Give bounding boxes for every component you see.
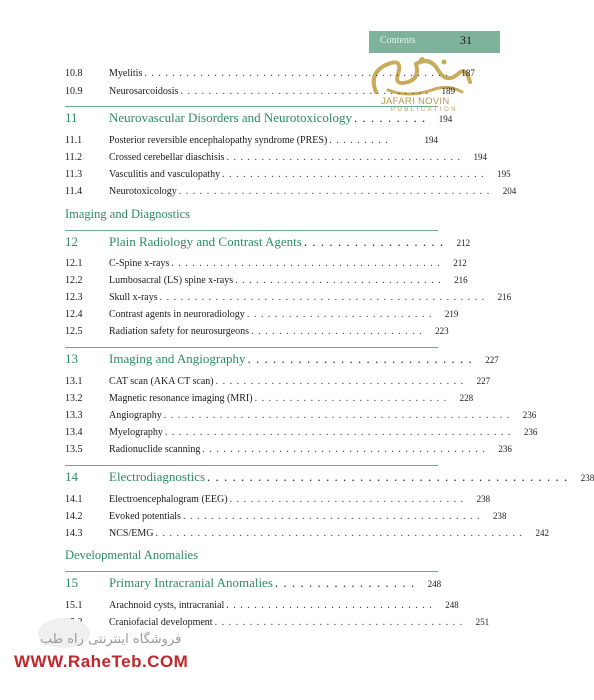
entry-title: CAT scan (AKA CT scan) (109, 376, 214, 387)
leader-dots: . . . . . . . . . . . . . . . . . . . . . . . . . . . . . . . . . . . . . . . . . . . . (144, 68, 449, 79)
toc-entry[interactable] (65, 376, 491, 392)
entry-page: 194 (473, 152, 488, 162)
entry-number: 14.3 (65, 528, 83, 539)
leader-dots: . . . . . . . . . . . . . . . . . . . . . . . . . . . (247, 351, 473, 366)
section-heading: Developmental Anomalies (65, 548, 198, 562)
entry-page: 242 (535, 528, 549, 538)
entry-page: 195 (497, 169, 511, 179)
entry-title: Myelitis (109, 68, 143, 79)
leader-dots: . . . . . . . . . . . . . . . . . . . . . . . . . . . . . . . . . . (229, 494, 465, 505)
entry-title: Radiation safety for neurosurgeons (109, 326, 250, 337)
watermark-url: WWW.RaheTeb.COM (14, 652, 189, 671)
chapter-page: 238 (580, 473, 594, 483)
entry-number: 10.9 (65, 86, 83, 97)
entry-page: 238 (476, 494, 491, 504)
toc-chapter[interactable] (65, 234, 471, 250)
toc-entry[interactable] (65, 427, 538, 443)
entry-title: Neurosarcoidosis (109, 86, 179, 97)
leader-dots: . . . . . . . . . . . . . . . . . (274, 575, 416, 590)
chapter-number: 13 (65, 351, 78, 366)
entry-title: Angiography (109, 410, 162, 421)
chapter-title: Neurovascular Disorders and Neurotoxicology (109, 110, 352, 125)
publisher-subtitle: PUBLICATION (391, 107, 459, 113)
entry-title: Craniofacial development (109, 617, 213, 628)
toc-entry[interactable] (65, 528, 549, 544)
leader-dots: . . . . . . . . . . . . . . . . . . . . . . . . . . . . . . . . . . (226, 152, 462, 163)
toc-chapter[interactable] (65, 575, 442, 591)
leader-dots: . . . . . . . . . (329, 135, 389, 146)
entry-number: 13.3 (65, 410, 83, 421)
entry-number: 12.5 (65, 326, 83, 337)
toc-entry[interactable] (65, 68, 475, 84)
entry-page: 189 (441, 86, 455, 96)
leader-dots: . . . . . . . . . . . . . . . . . . . . . . . . . . . . . . . . . . . . . . . . . . . (207, 469, 569, 484)
toc-entry[interactable] (65, 326, 449, 342)
entry-page: 236 (498, 444, 512, 454)
entry-title: C-Spine x-rays (109, 258, 170, 269)
chapter-page: 194 (438, 114, 453, 124)
entry-number: 13.4 (65, 427, 83, 438)
entry-number: 14.2 (65, 511, 83, 522)
entry-title: Lumbosacral (LS) spine x-rays (109, 275, 234, 286)
section-heading: Imaging and Diagnostics (65, 207, 190, 221)
entry-page: 251 (475, 617, 490, 627)
chapter-divider (65, 230, 438, 231)
toc-entry[interactable] (65, 494, 491, 510)
entry-title: NCS/EMG (109, 528, 154, 539)
toc-chapter[interactable] (65, 110, 453, 126)
chapter-title: Primary Intracranial Anomalies (109, 575, 273, 590)
chapter-title: Imaging and Angiography (109, 351, 246, 366)
entry-number: 13.2 (65, 393, 83, 404)
entry-title: Posterior reversible encephalopathy syndrome (PRES) (109, 135, 328, 146)
toc-entry[interactable] (65, 309, 459, 325)
chapter-title: Electrodiagnostics (109, 469, 206, 484)
entry-number: 13.5 (65, 444, 83, 455)
entry-title: Myelography (109, 427, 163, 438)
entry-page: 227 (476, 376, 491, 386)
entry-title: Evoked potentials (109, 511, 181, 522)
entry-number: 12.3 (65, 292, 83, 303)
leader-dots: . . . . . . . . . . . . . . . . . . . . . . . . . . . . . . . . . . . . (214, 617, 464, 628)
toc-entry[interactable] (65, 169, 511, 185)
watermark-arabic-text: فروشگاه اینترنتی راه طب (40, 632, 182, 647)
entry-page: 204 (502, 186, 517, 196)
chapter-divider (65, 106, 438, 107)
toc-entry[interactable] (65, 135, 438, 151)
chapter-divider (65, 347, 438, 348)
entry-page: 187 (461, 68, 475, 78)
leader-dots: . . . . . . . . . . . . . . . . . . . . . . . . . . . . . . . . . . . . . . . (171, 258, 441, 269)
leader-dots: . . . . . . . . . . . . . . . . . . . . . . . . . . . . . . . . . . . . (180, 86, 429, 97)
entry-number: 12.2 (65, 275, 83, 286)
entry-page: 223 (435, 326, 449, 336)
chapter-page: 212 (456, 238, 471, 248)
leader-dots: . . . . . . . . . (353, 110, 427, 125)
leader-dots: . . . . . . . . . . . . . . . . . . . . . . . . . . . . . . . . . . . . . . . . . . . (182, 511, 481, 522)
chapter-page: 248 (427, 579, 442, 589)
toc-entry[interactable] (65, 275, 468, 291)
entry-number: 11.3 (65, 169, 83, 180)
entry-number: 10.8 (65, 68, 83, 79)
entry-page: 248 (445, 600, 459, 610)
entry-number: 12.4 (65, 309, 83, 320)
entry-page: 219 (444, 309, 459, 319)
toc-entry[interactable] (65, 511, 507, 527)
toc-entry[interactable] (65, 186, 517, 202)
chapter-page: 227 (485, 355, 499, 365)
toc-entry[interactable] (65, 444, 512, 460)
chapter-number: 12 (65, 234, 78, 249)
toc-chapter[interactable] (65, 469, 594, 485)
entry-title: Neurotoxicology (109, 186, 177, 197)
chapter-divider (65, 571, 438, 572)
entry-page: 228 (459, 393, 474, 403)
entry-number: 12.1 (65, 258, 83, 269)
leader-dots: . . . . . . . . . . . . . . . . . (303, 234, 445, 249)
chapter-number: 11 (65, 110, 78, 125)
toc-entry[interactable] (65, 152, 488, 168)
entry-title: Vasculitis and vasculopathy (109, 169, 221, 180)
leader-dots: . . . . . . . . . . . . . . . . . . . . . . . . . . . . (254, 393, 448, 404)
leader-dots: . . . . . . . . . . . . . . . . . . . . . . . . . . . (246, 309, 433, 320)
entry-number: 15.1 (65, 600, 83, 611)
leader-dots: . . . . . . . . . . . . . . . . . . . . . . . . . . . . . . . . . . . . . . . . . (202, 444, 486, 455)
entry-page: 236 (523, 427, 538, 437)
toc-entry[interactable] (65, 258, 467, 274)
leader-dots: . . . . . . . . . . . . . . . . . . . . . . . . . . . . . . . . . . . . . . (222, 169, 485, 180)
toc-entry[interactable] (65, 617, 490, 633)
entry-number: 11.2 (65, 152, 83, 163)
leader-dots: . . . . . . . . . . . . . . . . . . . . . . . . . . . . . . (235, 275, 442, 286)
publisher-name: JAFARI NOVIN (381, 96, 450, 107)
entry-title: Radionuclide scanning (109, 444, 201, 455)
chapter-number: 14 (65, 469, 78, 484)
leader-dots: . . . . . . . . . . . . . . . . . . . . . . . . . . . . . . . . . . . . . . . . . . . . . . . . . . . . . (155, 528, 523, 539)
leader-dots: . . . . . . . . . . . . . . . . . . . . . . . . . . . . . . . . . . . . . . . . . . . . . . . (159, 292, 486, 303)
entry-number: 14.1 (65, 494, 83, 505)
leader-dots: . . . . . . . . . . . . . . . . . . . . . . . . . . . . . . . . . . . . . . . . . . . . . . . . . . (164, 427, 512, 438)
chapter-number: 15 (65, 575, 78, 590)
entry-page: 194 (424, 135, 438, 145)
leader-dots: . . . . . . . . . . . . . . . . . . . . . . . . . . . . . . . . . . . . . . . . . . . . . (178, 186, 491, 197)
entry-title: Contrast agents in neuroradiology (109, 309, 245, 320)
toc-entry[interactable] (65, 600, 459, 616)
entry-page: 216 (454, 275, 468, 285)
entry-page: 238 (492, 511, 507, 521)
leader-dots: . . . . . . . . . . . . . . . . . . . . . . . . . . . . . . (226, 600, 433, 611)
entry-title: Magnetic resonance imaging (MRI) (109, 393, 253, 404)
running-header: Contents (380, 35, 416, 46)
entry-page: 236 (522, 410, 537, 420)
entry-title: Skull x-rays (109, 292, 158, 303)
chapter-title: Plain Radiology and Contrast Agents (109, 234, 302, 249)
entry-number: 13.1 (65, 376, 83, 387)
entry-page: 212 (453, 258, 467, 268)
leader-dots: . . . . . . . . . . . . . . . . . . . . . . . . . . . . . . . . . . . . . . . . . . . . . . . . . . (163, 410, 511, 421)
entry-number: 11.1 (65, 135, 83, 146)
leader-dots: . . . . . . . . . . . . . . . . . . . . . . . . . . . . . . . . . . . . (215, 376, 465, 387)
entry-number: 11.4 (65, 186, 83, 197)
page-number: 31 (460, 33, 472, 47)
toc-entry[interactable] (65, 393, 474, 409)
entry-title: Crossed cerebellar diaschisis (109, 152, 225, 163)
leader-dots: . . . . . . . . . . . . . . . . . . . . . . . . . (251, 326, 423, 337)
entry-title: Electroencephalogram (EEG) (109, 494, 228, 505)
entry-title: Arachnoid cysts, intracranial (109, 600, 225, 611)
toc-entry[interactable] (65, 292, 512, 308)
toc-chapter[interactable] (65, 351, 499, 367)
entry-page: 216 (497, 292, 512, 302)
chapter-divider (65, 465, 438, 466)
toc-entry[interactable] (65, 410, 537, 426)
